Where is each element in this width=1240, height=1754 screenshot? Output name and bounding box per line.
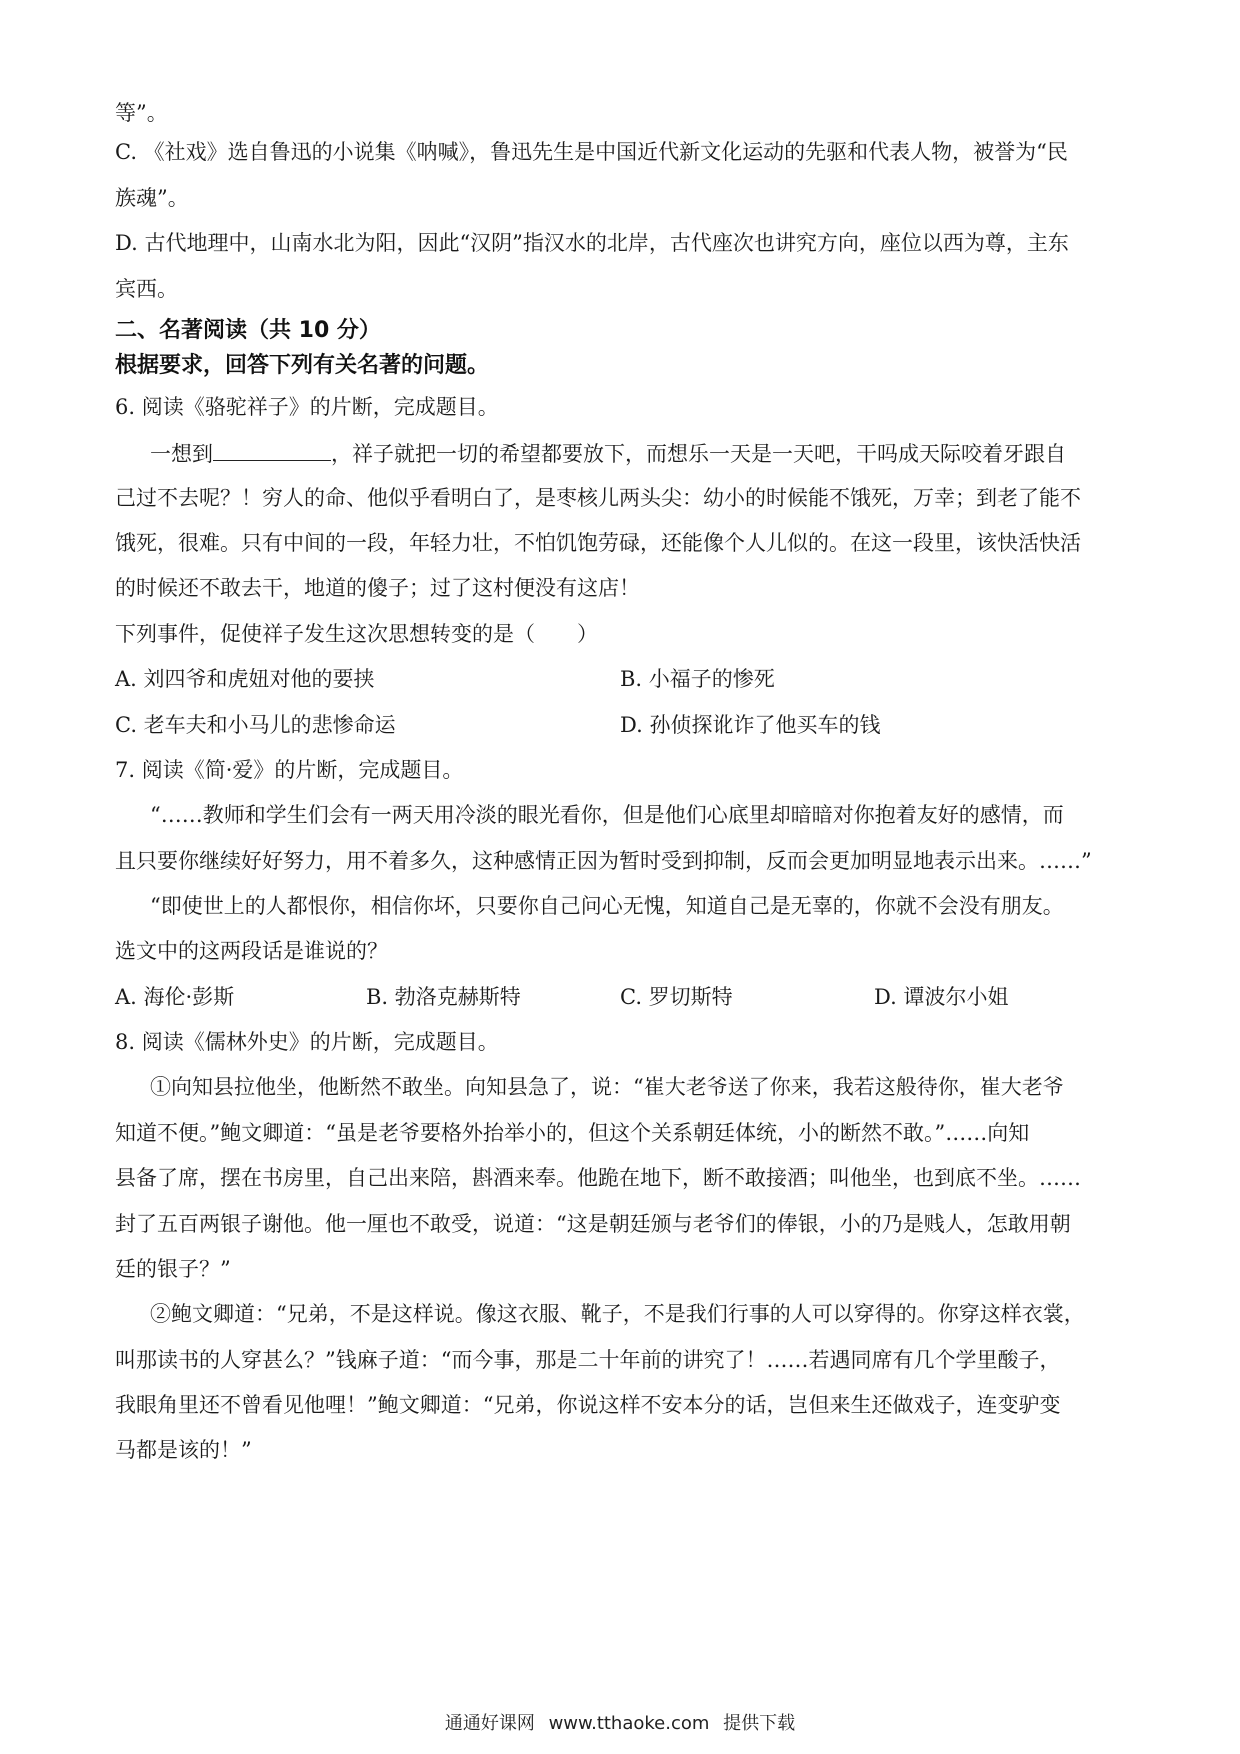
q5-option-d-line1: D. 古代地理中，山南水北为阳，因此“汉阴”指汉水的北岸，古代座次也讲究方向，座位以西为尊，主东 (115, 231, 1069, 255)
q7-question: 选文中的这两段话是谁说的？ (115, 939, 388, 963)
q8-stem: 8. 阅读《儒林外史》的片断，完成题目。 (115, 1030, 499, 1054)
q7-passage-line2: 且只要你继续好好努力，用不着多久，这种感情正因为暂时受到抑制，反而会更加明显地表示出来。……” (115, 849, 1092, 873)
q7-option-d: D. 谭波尔小姐 (874, 985, 1009, 1009)
q8-excerpt2-line4: 马都是该的！” (115, 1438, 252, 1462)
q5-option-c-line2: 族魂”。 (115, 186, 189, 210)
page-footer (0, 1715, 1240, 1733)
q6-option-d: D. 孙侦探讹诈了他买车的钱 (620, 713, 881, 737)
q7-option-b: B. 勃洛克赫斯特 (366, 985, 521, 1009)
q7-stem: 7. 阅读《简·爱》的片断，完成题目。 (115, 758, 464, 782)
q6-passage-line4: 的时候还不敢去干，地道的傻子；过了这村便没有这店！ (115, 576, 640, 600)
q6-option-b: B. 小福子的惨死 (620, 667, 775, 691)
q6-stem: 6. 阅读《骆驼祥子》的片断，完成题目。 (115, 395, 499, 419)
q7-option-a: A. 海伦·彭斯 (115, 985, 235, 1009)
q8-excerpt1-line2: 知道不便。”鲍文卿道：“虽是老爷要格外抬举小的，但这个关系朝廷体统，小的断然不敢。”……向知 (115, 1121, 1030, 1145)
q5-option-b-end: 等”。 (115, 101, 168, 125)
q8-excerpt1-line1: ①向知县拉他坐，他断然不敢坐。向知县急了，说：“崔大老爷送了你来，我若这般待你，崔大老爷 (150, 1075, 1064, 1099)
q6-question: 下列事件，促使祥子发生这次思想转变的是（ ） (115, 622, 598, 646)
q6-passage-line3: 饿死，很难。只有中间的一段，年轻力壮，不怕饥饱劳碌，还能像个人儿似的。在这一段里，该快活快活 (115, 531, 1081, 555)
q5-option-c-line1: C. 《社戏》选自鲁迅的小说集《呐喊》，鲁迅先生是中国近代新文化运动的先驱和代表人物，被誉为“民 (115, 140, 1068, 164)
q8-excerpt2-line3: 我眼角里还不曾看见他哩！”鲍文卿道：“兄弟，你说这样不安本分的话，岂但来生还做戏子，连变驴变 (115, 1393, 1061, 1417)
q7-passage-line1: “……教师和学生们会有一两天用冷淡的眼光看你，但是他们心底里却暗暗对你抱着友好的感情，而 (150, 803, 1064, 827)
q7-passage-line3: “即使世上的人都恨你，相信你坏，只要你自己问心无愧，知道自己是无辜的，你就不会没有朋友。 (150, 894, 1064, 918)
q8-excerpt1-line3: 县备了席，摆在书房里，自己出来陪，斟酒来奉。他跪在地下，断不敢接酒；叫他坐，也到底不坐。…… (115, 1166, 1081, 1190)
q6-passage-line2: 己过不去呢？！穷人的命、他似乎看明白了，是枣核儿两头尖：幼小的时候能不饿死，万幸；到老了能不 (115, 486, 1081, 510)
footer-url[interactable]: www.tthaoke.com (548, 1713, 710, 1734)
q8-excerpt2-line1: ②鲍文卿道：“兄弟，不是这样说。像这衣服、靴子，不是我们行事的人可以穿得的。你穿这样衣裳， (150, 1302, 1085, 1326)
q7-option-c: C. 罗切斯特 (620, 985, 733, 1009)
q8-excerpt1-line4: 封了五百两银子谢他。他一厘也不敢受，说道：“这是朝廷颁与老爷们的俸银，小的乃是贱人，怎敢用朝 (115, 1212, 1071, 1236)
q6-option-c: C. 老车夫和小马儿的悲惨命运 (115, 713, 396, 737)
footer-site-name: 通通好课网 (444, 1713, 535, 1734)
q8-excerpt1-line5: 廷的银子？” (115, 1257, 231, 1281)
q6-passage-before-blank: 一想到 (150, 442, 213, 466)
q8-excerpt2-line2: 叫那读书的人穿甚么？”钱麻子道：“而今事，那是二十年前的讲究了！……若遇同席有几个学里酸子， (115, 1348, 1061, 1372)
q6-option-a: A. 刘四爷和虎妞对他的要挟 (115, 667, 375, 691)
q6-passage-line1 (150, 442, 1066, 465)
section-title: 二、名著阅读（共 10 分） (115, 318, 381, 343)
footer-suffix: 提供下载 (723, 1713, 796, 1734)
answer-blank[interactable] (213, 442, 331, 461)
q6-passage-after-blank: ，祥子就把一切的希望都要放下，而想乐一天是一天吧，干吗成天际咬着牙跟自 (331, 442, 1066, 466)
section-instruction: 根据要求，回答下列有关名著的问题。 (115, 353, 490, 378)
q5-option-d-line2: 宾西。 (115, 277, 178, 301)
